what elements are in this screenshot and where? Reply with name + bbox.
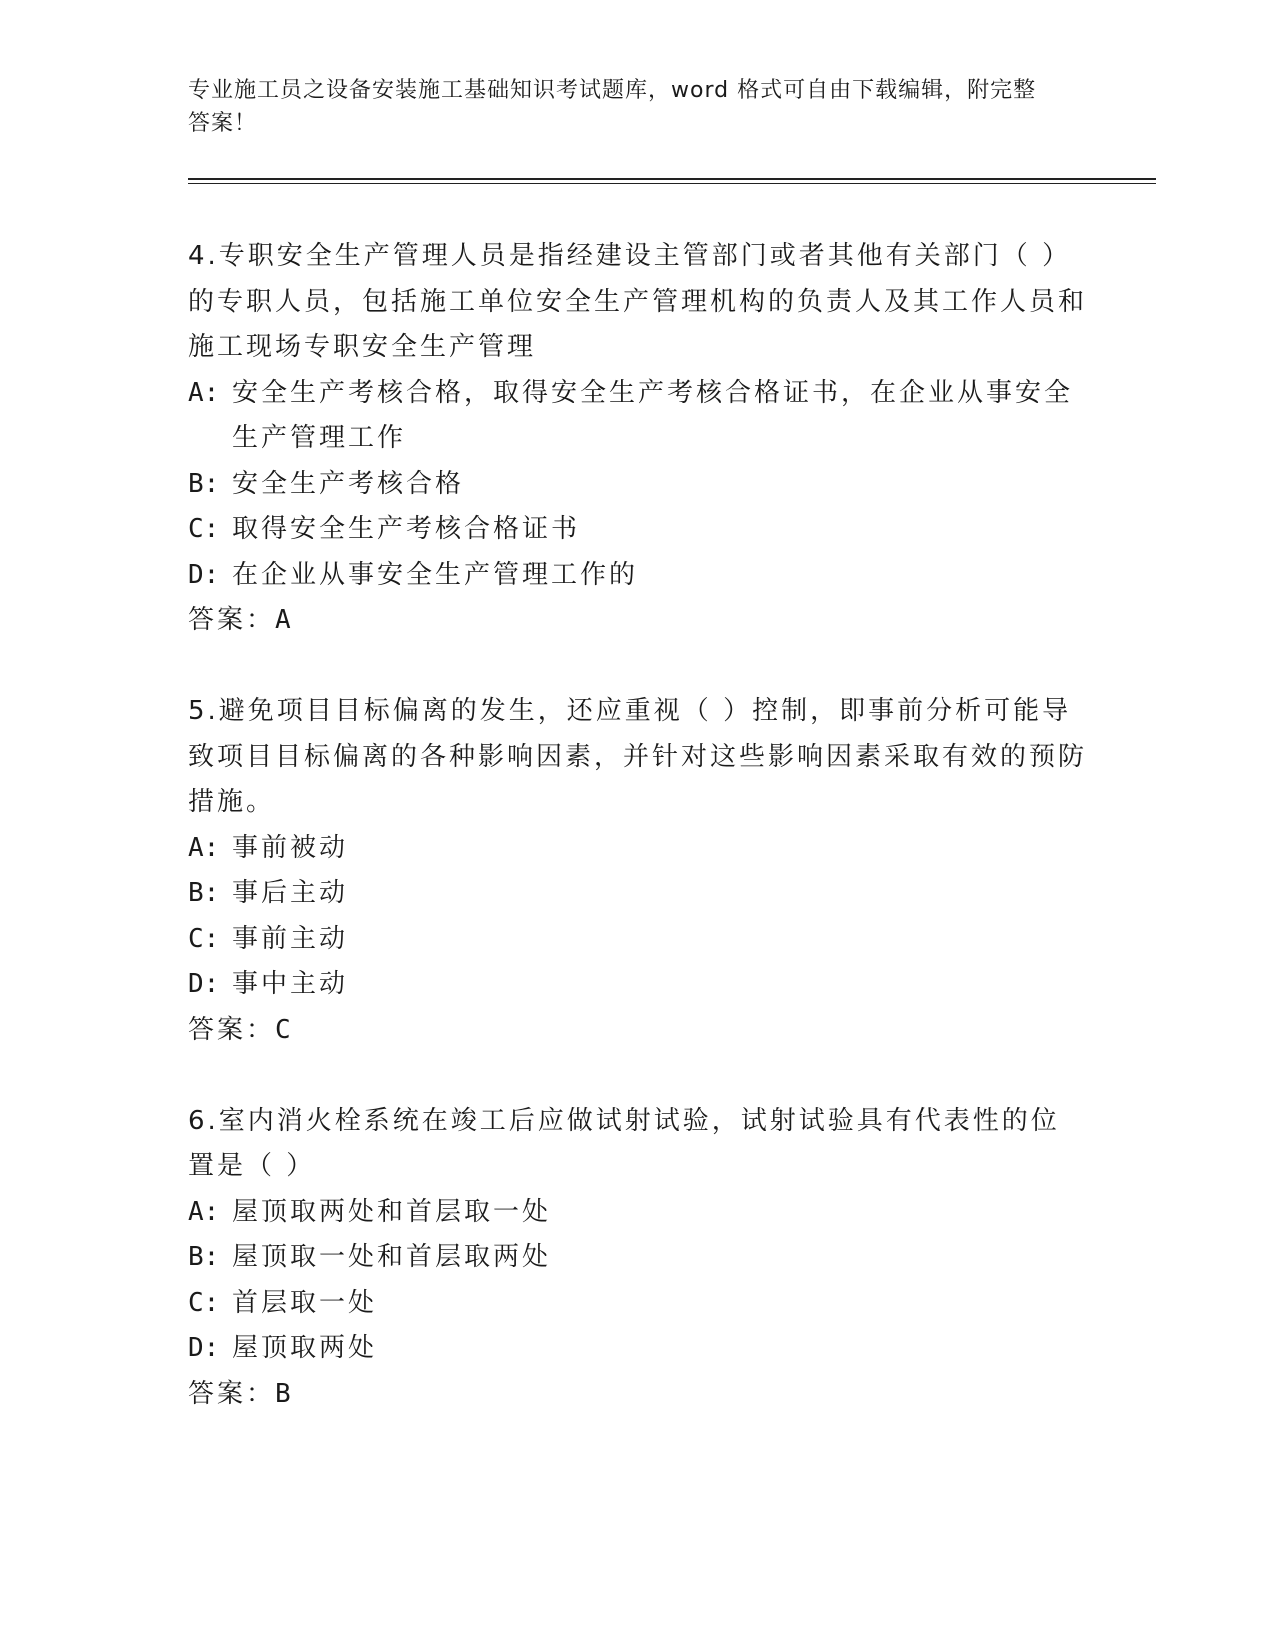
option-c <box>188 507 1088 553</box>
option-letter: D: <box>188 969 220 999</box>
answer-label: 答案： <box>188 1014 276 1045</box>
answer-value: C <box>275 1014 291 1045</box>
option-text: 屋顶取两处和首层取一处 <box>232 1196 552 1227</box>
question-stem: 5.避免项目目标偏离的发生，还应重视（ ）控制，即事前分析可能导致项目目标偏离的各种影响因素，并针对这些影响因素采取有效的预防措施。 <box>188 696 1088 817</box>
answer-line <box>188 1372 1088 1418</box>
option-d <box>188 1326 1088 1372</box>
option-letter: A: <box>188 1196 220 1227</box>
option-text: 事后主动 <box>232 878 349 908</box>
option-letter: C: <box>188 514 220 544</box>
option-d <box>188 962 1088 1008</box>
option-letter: C: <box>188 923 220 954</box>
option-text: 在企业从事安全生产管理工作的 <box>232 559 639 590</box>
option-text: 屋顶取一处和首层取两处 <box>232 1242 552 1272</box>
answer-label: 答案： <box>188 605 276 635</box>
answer-value: A <box>275 605 291 635</box>
option-b <box>188 1235 1088 1281</box>
option-letter: C: <box>188 1287 220 1318</box>
option-letter: D: <box>188 559 220 590</box>
option-text: 事中主动 <box>232 969 349 999</box>
option-text: 屋顶取两处 <box>232 1333 378 1363</box>
answer-value: B <box>275 1378 291 1409</box>
option-text: 安全生产考核合格 <box>232 468 465 499</box>
option-letter: A: <box>188 377 220 408</box>
question-stem: 6.室内消火栓系统在竣工后应做试射试验，试射试验具有代表性的位置是（ ） <box>188 1105 1060 1181</box>
option-a <box>188 826 1088 872</box>
option-letter: B: <box>188 468 220 499</box>
option-letter: B: <box>188 1242 220 1272</box>
option-c <box>188 1281 1088 1327</box>
option-letter: A: <box>188 832 220 863</box>
answer-line <box>188 598 1088 644</box>
option-text: 事前主动 <box>232 923 349 954</box>
question-stem: 4.专职安全生产管理人员是指经建设主管部门或者其他有关部门（ ）的专职人员，包括施工单位安全生产管理机构的负责人及其工作人员和施工现场专职安全生产管理 <box>188 241 1088 362</box>
option-d <box>188 553 1088 599</box>
question-6 <box>188 1099 1088 1418</box>
question-4 <box>188 234 1088 644</box>
question-spacer <box>188 644 1088 690</box>
option-letter: B: <box>188 878 220 908</box>
answer-label: 答案： <box>188 1378 276 1409</box>
option-text: 首层取一处 <box>232 1287 378 1318</box>
question-list <box>188 234 1088 1417</box>
document-header: 专业施工员之设备安装施工基础知识考试题库，word 格式可自由下载编辑，附完整答案！ <box>188 78 1037 136</box>
option-text: 取得安全生产考核合格证书 <box>232 514 581 544</box>
option-text: 事前被动 <box>232 832 349 863</box>
option-c <box>188 917 1088 963</box>
option-a <box>188 1190 1088 1236</box>
question-5 <box>188 689 1088 1053</box>
answer-line <box>188 1008 1088 1054</box>
header-divider <box>188 178 1156 180</box>
option-text: 安全生产考核合格，取得安全生产考核合格证书，在企业从事安全生产管理工作 <box>232 377 1074 453</box>
question-spacer <box>188 1053 1088 1099</box>
option-a <box>188 371 1088 462</box>
option-b <box>188 462 1088 508</box>
option-letter: D: <box>188 1333 220 1363</box>
option-b <box>188 871 1088 917</box>
